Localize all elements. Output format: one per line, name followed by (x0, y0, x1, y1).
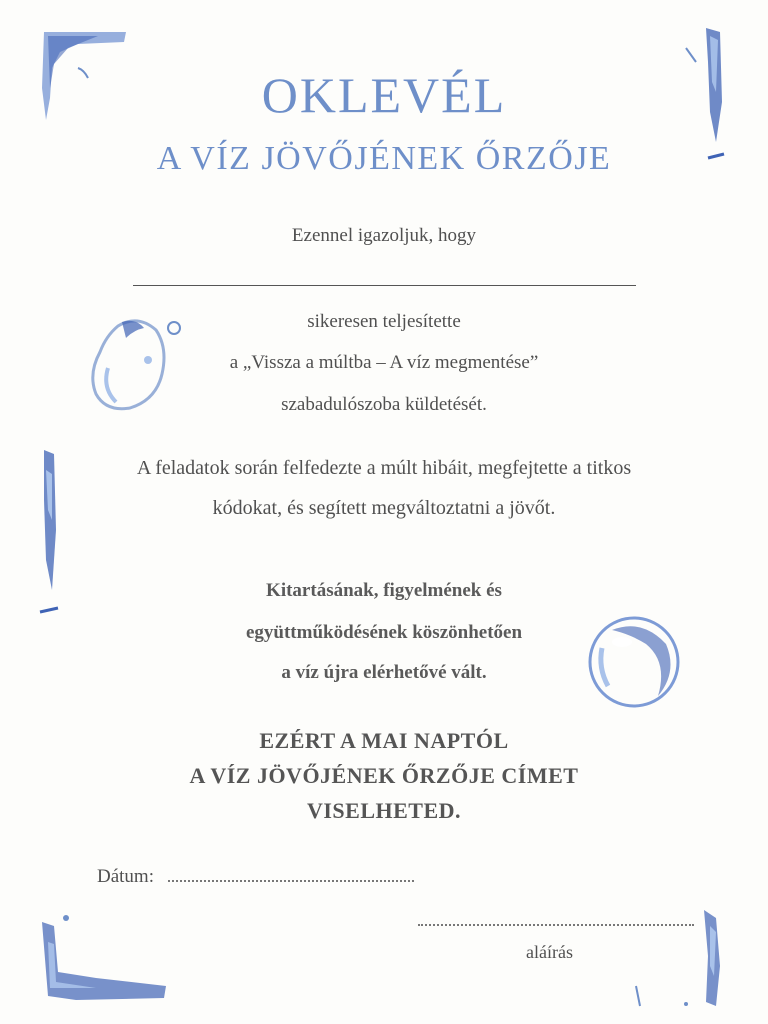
intro-text: Ezennel igazoljuk, hogy (291, 225, 477, 246)
paragraph-line-1: A feladatok során felfedezte a múlt hibáit, megfejtette a titkos (136, 457, 632, 479)
caps-line-1: EZÉRT A MAI NAPTÓL (259, 728, 509, 753)
water-splash-bottom-left-icon (36, 912, 176, 1012)
caps-line-3: VISELHETED. (306, 798, 462, 823)
date-field-line (168, 880, 414, 882)
completion-line-1: sikeresen teljesítette (307, 311, 461, 332)
certificate-title: OKLEVÉL (261, 67, 507, 123)
completion-line-3: szabadulószoba küldetését. (281, 394, 487, 415)
bold-line-2: együttműködésének köszönhetően (245, 622, 523, 643)
bold-line-1: Kitartásának, figyelmének és (266, 580, 502, 601)
signature-label: aláírás (526, 942, 573, 962)
completion-line-2: a „Vissza a múltba – A víz megmentése” (229, 352, 539, 373)
bold-line-3: a víz újra elérhetővé vált. (281, 662, 487, 683)
certificate-subtitle: A VÍZ JÖVŐJÉNEK ŐRZŐJE (156, 140, 612, 177)
recipient-name-line (133, 285, 636, 286)
water-splash-bottom-right-icon (626, 906, 736, 1016)
paragraph-line-2: kódokat, és segített megváltoztatni a jövőt. (212, 497, 556, 519)
date-label: Dátum: (97, 866, 154, 887)
caps-line-2: A VÍZ JÖVŐJÉNEK ŐRZŐJE CÍMET (189, 763, 579, 788)
signature-field-line (418, 924, 694, 926)
